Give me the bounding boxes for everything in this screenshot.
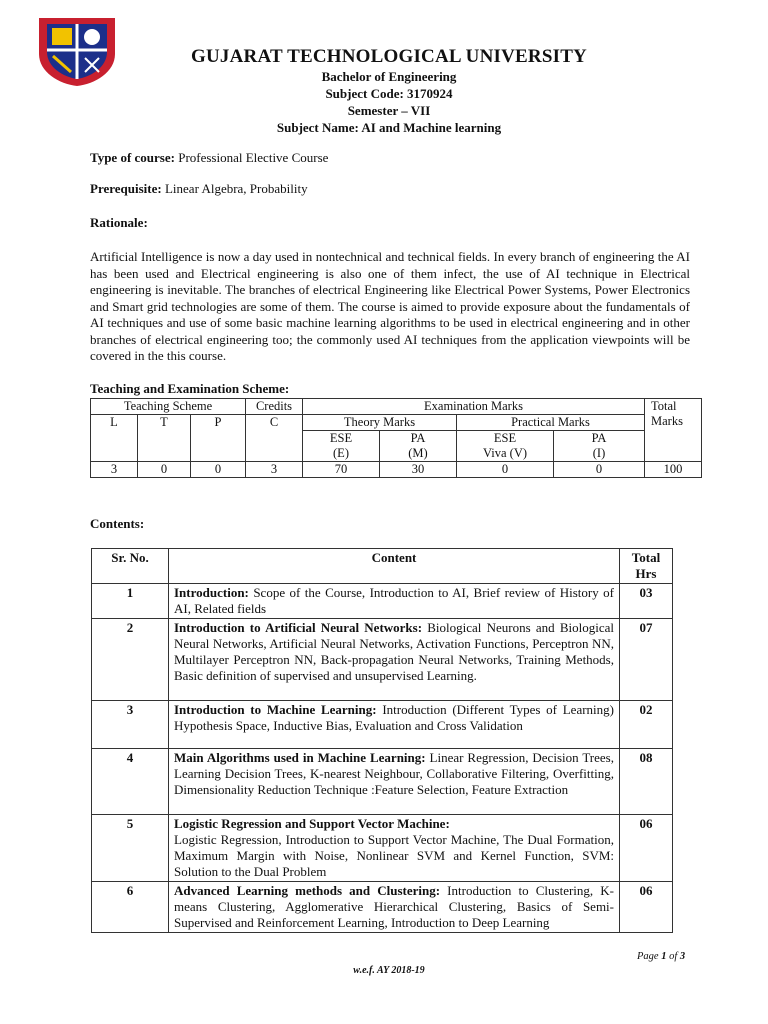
p-header: P: [191, 415, 246, 462]
university-name: GUJARAT TECHNOLOGICAL UNIVERSITY: [191, 46, 587, 67]
teaching-scheme-header: Teaching Scheme: [91, 399, 246, 415]
ese-label: ESE: [329, 431, 353, 445]
row-sr-no: 2: [92, 619, 169, 701]
row-hrs: 08: [620, 749, 673, 815]
row-title: Advanced Learning methods and Clustering:: [174, 883, 441, 898]
scheme-heading: [90, 381, 690, 398]
total-hrs-label-1: Total: [631, 550, 661, 565]
row-hrs: 03: [620, 584, 673, 619]
row-content: [169, 815, 620, 882]
row-hrs: 02: [620, 701, 673, 749]
row-text: Linear Regression, Decision Trees, Learning Decision Trees, K-nearest Neighbour, Collaborative Filtering, Overfitting, Dimensionality Reduction Technique :Feature Selection, Feature Extraction: [174, 750, 614, 797]
contents-heading-text: Contents:: [90, 516, 145, 531]
sr-no-header: Sr. No.: [92, 549, 169, 584]
t-header: T: [138, 415, 191, 462]
pa2-label: PA: [591, 431, 607, 445]
ese-viva-header: [457, 431, 554, 462]
contents-table: [91, 548, 673, 933]
scheme-value: 0: [191, 462, 246, 478]
wef-note: w.e.f. AY 2018-19: [353, 965, 425, 976]
scheme-values-row: [91, 462, 702, 478]
content-header: Content: [169, 549, 620, 584]
theory-marks-header: Theory Marks: [303, 415, 457, 431]
scheme-value: 30: [380, 462, 457, 478]
pa-header: [380, 431, 457, 462]
row-title: Introduction to Machine Learning:: [174, 702, 377, 717]
pa-i-header: [554, 431, 645, 462]
m-label: (M): [408, 446, 428, 460]
total-hrs-header: [620, 549, 673, 584]
rationale-heading: [90, 215, 690, 232]
row-sr-no: 6: [92, 882, 169, 933]
scheme-value: 70: [303, 462, 380, 478]
c-header: C: [246, 415, 303, 462]
page-number: [637, 951, 685, 962]
pa-label: PA: [410, 431, 426, 445]
row-text: Biological Neurons and Biological Neural Networks, Artificial Neural Networks, Activation Functions, Perceptron NN, Multilayer Perceptron NN, Back-propagation Neural Networks, Training Methods, Basic definition of supervised and unsupervised Learning.: [174, 620, 614, 683]
l-header: L: [91, 415, 138, 462]
prerequisite-label: Prerequisite:: [90, 181, 162, 196]
table-row: [92, 815, 673, 882]
scheme-value: 100: [645, 462, 702, 478]
table-row: [92, 619, 673, 701]
row-hrs: 07: [620, 619, 673, 701]
prerequisite: [90, 181, 690, 198]
row-sr-no: 3: [92, 701, 169, 749]
row-sr-no: 1: [92, 584, 169, 619]
subject-code: Subject Code: 3170924: [325, 86, 453, 101]
marks-label: Marks: [651, 414, 683, 428]
row-content: [169, 619, 620, 701]
scheme-value: 3: [246, 462, 303, 478]
row-sr-no: 5: [92, 815, 169, 882]
scheme-value: 0: [457, 462, 554, 478]
row-title: Main Algorithms used in Machine Learning:: [174, 750, 426, 765]
row-content: [169, 584, 620, 619]
exam-marks-header: Examination Marks: [303, 399, 645, 415]
row-sr-no: 4: [92, 749, 169, 815]
course-type: [90, 150, 690, 167]
course-type-value: Professional Elective Course: [178, 150, 329, 165]
scheme-value: 0: [138, 462, 191, 478]
row-title: Introduction:: [174, 585, 249, 600]
table-row: [92, 584, 673, 619]
viva-label: Viva (V): [482, 446, 528, 460]
document-header: [0, 46, 768, 136]
rationale-heading-text: Rationale:: [90, 215, 148, 230]
row-text: Logistic Regression, Introduction to Support Vector Machine, The Dual Formation, Maximum Margin with Noise, Nonlinear SVM and Kernel Function, SVM: Solution to the Dual Problem: [174, 832, 614, 879]
prerequisite-value: Linear Algebra, Probability: [164, 181, 308, 196]
row-hrs: 06: [620, 815, 673, 882]
practical-marks-header: Practical Marks: [457, 415, 645, 431]
ese2-label: ESE: [493, 431, 517, 445]
row-title: Introduction to Artificial Neural Networks:: [174, 620, 423, 635]
total-marks-header: [645, 399, 702, 462]
scheme-heading-text: Teaching and Examination Scheme:: [90, 381, 290, 396]
scheme-table: [90, 398, 702, 478]
row-text: Introduction to Clustering, K-means Clustering, Agglomerative Hierarchical Clustering, Basics of Semi-Supervised and Reinforcement Learning, Introduction to Deep Learning: [174, 883, 614, 930]
page-of: of: [666, 951, 680, 962]
semester: Semester – VII: [347, 103, 431, 118]
row-content: [169, 749, 620, 815]
page-current: 1: [661, 951, 667, 962]
page-total: 3: [679, 951, 686, 962]
scheme-value: 3: [91, 462, 138, 478]
table-row: [92, 701, 673, 749]
row-text: Scope of the Course, Introduction to AI, Brief review of History of AI, Related fields: [174, 585, 614, 616]
row-text: Introduction (Different Types of Learning) Hypothesis Space, Inductive Bias, Evaluation and Cross Validation: [174, 702, 614, 733]
table-row: [92, 749, 673, 815]
row-content: [169, 882, 620, 933]
total-hrs-label-2: Hrs: [635, 566, 657, 581]
subject-name: Subject Name: AI and Machine learning: [276, 120, 502, 135]
ese-header: [303, 431, 380, 462]
row-content: [169, 701, 620, 749]
row-hrs: 06: [620, 882, 673, 933]
degree-name: Bachelor of Engineering: [321, 69, 457, 84]
course-type-label: Type of course:: [90, 150, 175, 165]
table-row: [92, 882, 673, 933]
rationale-text: Artificial Intelligence is now a day used in nontechnical and technical fields. In every branch of engineering the AI has been used and Electrical engineering is also one of them infect, the use of AI technique in Electrical engineering is inevitable. The branches of electrical Engineering like Electrical Power Systems, Power Electronics and Smart grid technologies are some of them. The course is aimed to provide exposure about the fundamentals of AI techniques and use of some basic machine learning algorithms to be used in electrical engineering and in other branches of electrical engineering too; the commonly used AI techniques from the application viewpoints will be covered in the this course.: [90, 249, 690, 363]
scheme-value: 0: [554, 462, 645, 478]
total-label: Total: [651, 399, 677, 413]
contents-header-row: [92, 549, 673, 584]
e-label: (E): [333, 446, 349, 460]
contents-heading: [90, 516, 690, 533]
row-title: Logistic Regression and Support Vector Machine:: [174, 816, 450, 831]
page-prefix: Page: [637, 951, 662, 962]
i-label: (I): [592, 446, 606, 460]
credits-header: Credits: [246, 399, 303, 415]
